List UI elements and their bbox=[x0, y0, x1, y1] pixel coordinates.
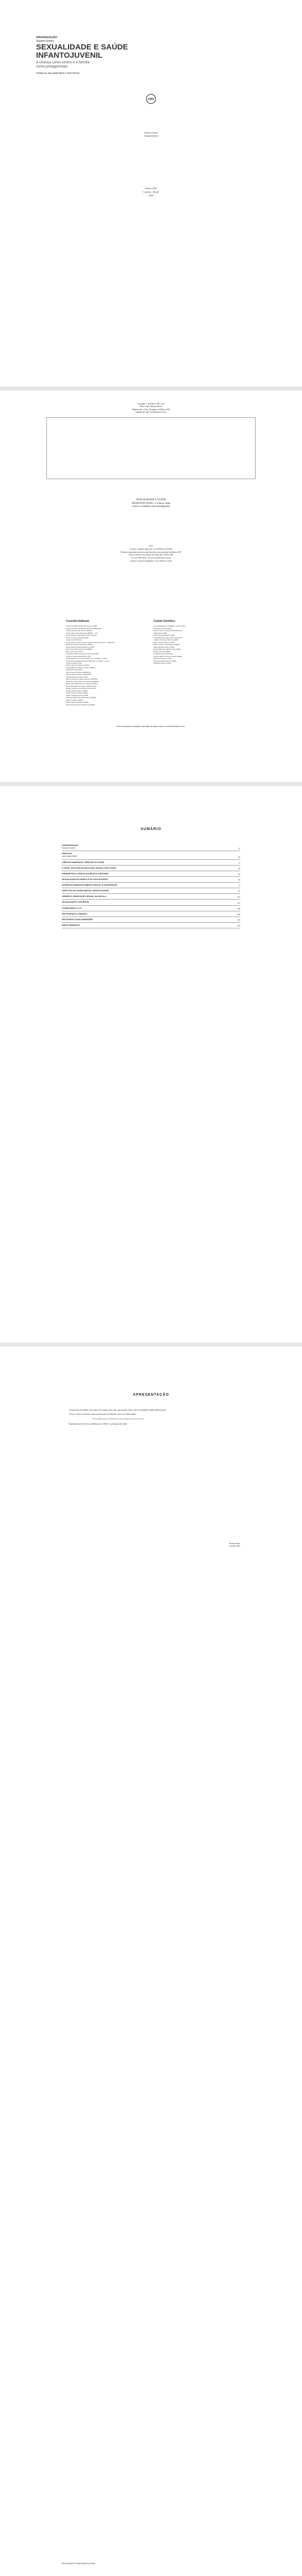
council-member: João Adalberto Campato Junior (UNESP) bbox=[66, 666, 95, 669]
cover-subtitle bbox=[36, 61, 90, 70]
council-member: Josania Portela (UFPI) bbox=[66, 669, 82, 671]
council-member: Tadeu Oliver Gonçalves (UFPA) bbox=[66, 701, 89, 704]
copyright-page bbox=[0, 391, 302, 782]
presentation-title: APRESENTAÇÃO bbox=[132, 1393, 170, 1397]
toc-item-page: 193 bbox=[237, 925, 240, 927]
toc-item-page: 127 bbox=[237, 902, 240, 904]
toc-item-title: PROTEGER E SUAS DIMENSÕES bbox=[62, 918, 93, 921]
toc-item-page: 63 bbox=[238, 879, 240, 881]
copyright-line2: Editor-chefe: Railson Moura bbox=[140, 405, 162, 408]
council-member: Maria Cristina Costa Dantas (UERN) bbox=[154, 643, 180, 646]
presentation-body bbox=[62, 1409, 240, 1427]
toc-item-title: PARÂMETROS CLÍNICOS DA BELEZA CORPORAL bbox=[62, 872, 109, 875]
presentation-paragraph-1: Os interesses da família e da criança são centrais nesta obra, que propõe refletir sobre sexualidade e saúde infantojuvenil. bbox=[69, 1409, 166, 1411]
toc-item-title: GÊNERO E ORIENTAÇÃO SEXUAL NA ESCOLA bbox=[62, 895, 107, 898]
council-member: Robiquel Gomes (UNITAU) bbox=[154, 653, 173, 655]
council-member: Carmen Tereza Velanga (UNIR) bbox=[66, 636, 89, 639]
publisher-logo bbox=[146, 94, 156, 104]
cover-city: Curitiba – Brasil bbox=[143, 190, 159, 193]
toc-item[interactable] bbox=[62, 851, 240, 859]
toc-item[interactable] bbox=[62, 894, 240, 900]
book-title-line3: centro e a família como protagonista bbox=[132, 505, 170, 508]
council-member: Ana Cláudia Afonso Valladares-Torres (UnB) bbox=[154, 625, 185, 628]
presentation-quote: Não podemos tratar a sexualidade de forma isolada; ela faz parte da vida. bbox=[93, 1418, 144, 1420]
signature-place: Curitiba, 2019 bbox=[229, 1545, 240, 1548]
cover-page bbox=[0, 0, 302, 386]
toc-item-page: 15 bbox=[238, 856, 240, 858]
toc-title: SUMÁRIO bbox=[140, 827, 162, 831]
toc-list bbox=[62, 843, 240, 928]
council-member: Elione Maria Nogueira Diogenes (UFAL) bbox=[66, 646, 95, 648]
council-member: Helmuth Krüger (UCP) bbox=[66, 662, 82, 664]
editorial-council bbox=[66, 620, 148, 706]
council-member: Moara Milton dos Santos Lima (UFPE) bbox=[154, 648, 181, 651]
cover-author: Suzana Gomes bbox=[144, 131, 158, 134]
council-member: Simone Rodrigues Pinto (UNB) bbox=[66, 694, 88, 697]
editorial-reserved: Todos os direitos desta edição reservados pela: Editora CRV bbox=[128, 554, 174, 556]
toc-item-title: CONHECENDO A LEI bbox=[62, 907, 81, 909]
council-member: Rosana Fransçoza (UFF) bbox=[154, 657, 172, 660]
toc-item-page: 113 bbox=[237, 896, 240, 899]
council-member: Robson Sandro Teixeira Coelho (UFMA) bbox=[154, 655, 182, 657]
cover-publisher: Editora CRV bbox=[145, 187, 157, 190]
toc-item[interactable] bbox=[62, 883, 240, 888]
footer-title: SEXUALIDADE E SAÚDE INFANTOJUVENIL bbox=[62, 2563, 95, 2565]
council-member: Carlos Alberto Vilar Estêvão (UMINHO – PT) bbox=[66, 632, 98, 634]
council-member: Francisco Carlos Duarte (PUC-PR) bbox=[66, 655, 91, 657]
council-member: Sydione Santos (UEPG) bbox=[66, 699, 83, 701]
toc-item-title: PROTEGENDO A CRIANÇA bbox=[62, 912, 88, 915]
cover-org-label: ORGANIZAÇÃO bbox=[36, 36, 58, 39]
council-member: Élsio José Corá (UFFS) bbox=[66, 650, 83, 653]
toc-item[interactable] bbox=[62, 866, 240, 871]
toc-item-title: O PAPEL DOS PAIS NA EDUCAÇÃO SEXUAL DOS FILHOS bbox=[62, 867, 116, 869]
toc-item-title: APRESENTAÇÃO bbox=[62, 844, 78, 846]
cover-title-line2: INFANTOJUVENIL bbox=[36, 50, 103, 60]
cover-org-name: Suzana Gomes bbox=[36, 39, 54, 43]
editorial-year: 2019 bbox=[149, 545, 153, 547]
toc-item-page: 179 bbox=[237, 919, 240, 921]
council-member: Rodrigo Pratte-Santos (UFES) bbox=[66, 689, 88, 692]
cover-preface: Prefácio de Jane Isabel Biehl e Sefin Portela bbox=[36, 72, 80, 74]
council-member: Renato Francisco dos Santos Paula (UFG) bbox=[66, 687, 96, 690]
scientific-council-list bbox=[154, 625, 236, 664]
presentation-signature bbox=[229, 1543, 240, 1548]
toc-item-title: ASPECTOS DE SAÚDE MENTAL INFANTOJUVENIL bbox=[62, 890, 109, 892]
toc-item-author: Jane Isabel Biehl bbox=[62, 855, 77, 858]
toc-item-page: 31 bbox=[238, 867, 240, 870]
council-member: Daniel Cícero de Souza (UNICASTELO) bbox=[154, 630, 182, 632]
council-member: Sérgio Nunes de Jesus (IFRO) bbox=[66, 692, 88, 694]
toc-item-page: 17 bbox=[238, 861, 240, 864]
book-title-block bbox=[0, 499, 302, 509]
cover-publisher-block bbox=[0, 187, 302, 197]
toc-item[interactable] bbox=[62, 877, 240, 883]
editorial-rights: Proibida a reprodução parcial ou total desta obra sem autorização da Editora CRV bbox=[121, 551, 181, 553]
toc-item-page: 77 bbox=[238, 885, 240, 887]
council-member: Paulo Romualdo Hernandes (UNIFAL-MG) bbox=[66, 685, 96, 687]
book-title-line1: SEXUALIDADE E SAÚDE bbox=[136, 499, 166, 501]
editorial-info bbox=[62, 545, 240, 563]
editorial-legal: Foi feito o depósito legal conf. Lei 10.994 de 14/12/2004 bbox=[129, 548, 173, 550]
council-member: Wellington Bruno (UFJF) bbox=[154, 662, 171, 664]
svg-text:CRV: CRV bbox=[147, 98, 155, 101]
council-member: Cesar Gerónimo Tello (Univer. Nacional Três de Febrero – Argentina) bbox=[66, 641, 115, 643]
council-member: Gloria Fariñas León (Universidade de La Havana – Cuba) bbox=[66, 657, 107, 660]
toc-item-author: Suzana Gomes bbox=[62, 847, 76, 850]
council-member: Fernando Antônio Gonçalves Alcoforado (IPB) bbox=[66, 653, 99, 655]
council-member: Antônio Pereira Gaio Júnior (UFRRJ) bbox=[66, 630, 93, 632]
copyright-line1: Copyright © da Editora CRV Ltda. bbox=[137, 403, 165, 405]
council-member: Solange Helena Ximenes-Rocha (UFOPA) bbox=[66, 697, 96, 699]
toc-item[interactable] bbox=[62, 900, 240, 905]
toc-page bbox=[0, 786, 302, 1343]
cover-subtitle-line2: como protagonistas bbox=[36, 65, 68, 69]
toc-item-page: 11 bbox=[238, 848, 240, 850]
council-member: Lídia de Oliveira Xavier (UNIEURO) bbox=[66, 673, 92, 676]
scientific-council-title: Comitê Científico: bbox=[154, 620, 176, 623]
council-member: Marina Borges Ferraz (UFMT) bbox=[154, 646, 175, 648]
toc-item[interactable] bbox=[62, 888, 240, 894]
toc-item-title: PREFÁCIO bbox=[62, 853, 72, 855]
council-member: Eduardo Fernandes Barbosa (UFMG) bbox=[66, 643, 93, 646]
cover-title bbox=[36, 43, 128, 60]
presentation-paragraph-3: Esperamos que esta obra contribua para o debate e a promoção da saúde. bbox=[69, 1422, 128, 1425]
council-member: Marco Aurélio Oliveira (UNIP) bbox=[154, 641, 175, 643]
council-member: Elizeu Clementino de Souza (UNEB) bbox=[66, 648, 92, 651]
council-member: Carlos Federico Dominguez Avila (Unieuro) bbox=[66, 634, 97, 637]
council-member: Guillermo Arias Beatón (Universidade de La Havana – Cuba) bbox=[66, 659, 109, 662]
book-title-line2: INFANTOJUVENIL: a criança como bbox=[131, 502, 171, 505]
copyright-line3: Diagramação e Capa: Designers da Editora CRV bbox=[132, 408, 170, 411]
cover-year: 2019 bbox=[148, 194, 154, 197]
presentation-paragraph-2: O livro é fruto de encontros entre profissionais de diferentes áreas do conhecimento. bbox=[69, 1413, 137, 1416]
council-member: Maria Lília Imbiriba Sousa Colares (UFOPA) bbox=[66, 683, 97, 685]
toc-item-page: 139 bbox=[237, 907, 240, 910]
council-member: Andréia da Silva Quintanilha Sousa (UNIR/UFRN) bbox=[66, 627, 102, 630]
council-member: Maria de Lourdes Pinto de Almeida (UNOESC) bbox=[66, 680, 99, 683]
council-member: Leonel Severo Rocha (UNISINOS) bbox=[66, 671, 91, 673]
cover-author-role: (Organizadora) bbox=[144, 134, 158, 138]
toc-item-title: ÍNDICE REMISSIVO bbox=[62, 924, 80, 926]
council-section bbox=[66, 620, 236, 706]
toc-item[interactable] bbox=[62, 843, 240, 851]
presentation-page bbox=[0, 1347, 302, 2576]
toc-item-title: INTERFACE DESENVOLVIMENTO SEXUAL E DIVERSIDADE bbox=[62, 884, 118, 886]
council-member: Tania Suely Azevedo Brasileiro (UFOPA) bbox=[66, 703, 95, 706]
council-member: Hélder Reis (UNB) bbox=[154, 632, 167, 634]
editorial-website: Conheça os nossos lançamentos: www.editoracrv.com.br bbox=[130, 560, 172, 562]
council-member: Jailson Alves dos Santos (UFRJ) bbox=[66, 664, 90, 667]
editorial-council-list bbox=[66, 625, 148, 706]
cover-organization bbox=[36, 36, 57, 43]
cover-title-line1: SEXUALIDADE E SAÚDE bbox=[36, 43, 128, 52]
copyright-line4: Imagem da Capa: Freepik/macrovector bbox=[136, 411, 166, 413]
signature-name: Suzana Gomes bbox=[229, 1543, 240, 1545]
toc-item-title: CIÊNCIAS HUMANAS E CIÊNCIAS DA SAÚDE bbox=[62, 861, 105, 863]
copyright-block bbox=[62, 403, 240, 414]
toc-item-page: 49 bbox=[238, 873, 240, 875]
council-member: Renata Ferreira (UEPA) bbox=[154, 650, 171, 653]
council-member: Maria Cristina dos Santos Bezerra (UFSCar) bbox=[66, 678, 98, 681]
council-member: Cesar Rey Xavier (UFPA) bbox=[154, 627, 172, 630]
toc-item[interactable] bbox=[62, 860, 240, 866]
cover-subtitle-line1: A criança como centro e a família bbox=[36, 61, 90, 64]
council-member: Lourdes Helena da Silva (UFV) bbox=[66, 675, 88, 678]
editorial-contact: Tel.: (41) 3039-6418 - E-mail: sac@editoracrv.com.br bbox=[131, 557, 171, 559]
council-member: Soraia Dornellas Rimiéri (UERJ) bbox=[154, 659, 177, 662]
toc-item-title: SEXUALIDADE NA FAMÍLIA E NO ADOLESCENTE bbox=[62, 878, 108, 880]
toc-item-page: 97 bbox=[238, 890, 240, 893]
toc-item[interactable] bbox=[62, 871, 240, 877]
council-member: José Kamêzo Medeiros (UFF) bbox=[154, 634, 175, 637]
council-member: Aldira Guimarães Duarte Domínguez (UNB) bbox=[66, 625, 97, 628]
toc-item-title: SEXUALIDADE E VIOLÊNCIA bbox=[62, 901, 89, 904]
editorial-council-title: Conselho Editorial: bbox=[66, 620, 90, 623]
toc-item[interactable] bbox=[62, 906, 240, 911]
council-member: Luciana de Gomes Mendes (UNIP) bbox=[154, 639, 179, 641]
council-member: Celso Conti (UFSCar) bbox=[66, 639, 82, 641]
toc-item[interactable] bbox=[62, 917, 240, 923]
catalog-card bbox=[46, 417, 256, 479]
toc-item[interactable] bbox=[62, 923, 240, 928]
council-note: Este livro passou por avaliação e aprovação às cegas de dois ou mais pareceristas ad hoc. bbox=[116, 725, 186, 727]
toc-item-page: 165 bbox=[237, 913, 240, 916]
toc-item[interactable] bbox=[62, 911, 240, 917]
council-member: Karla Mendonça Figueiredo (FIOCRUZ) bbox=[154, 636, 182, 639]
cover-author-block bbox=[0, 131, 302, 138]
scientific-council bbox=[154, 620, 236, 706]
